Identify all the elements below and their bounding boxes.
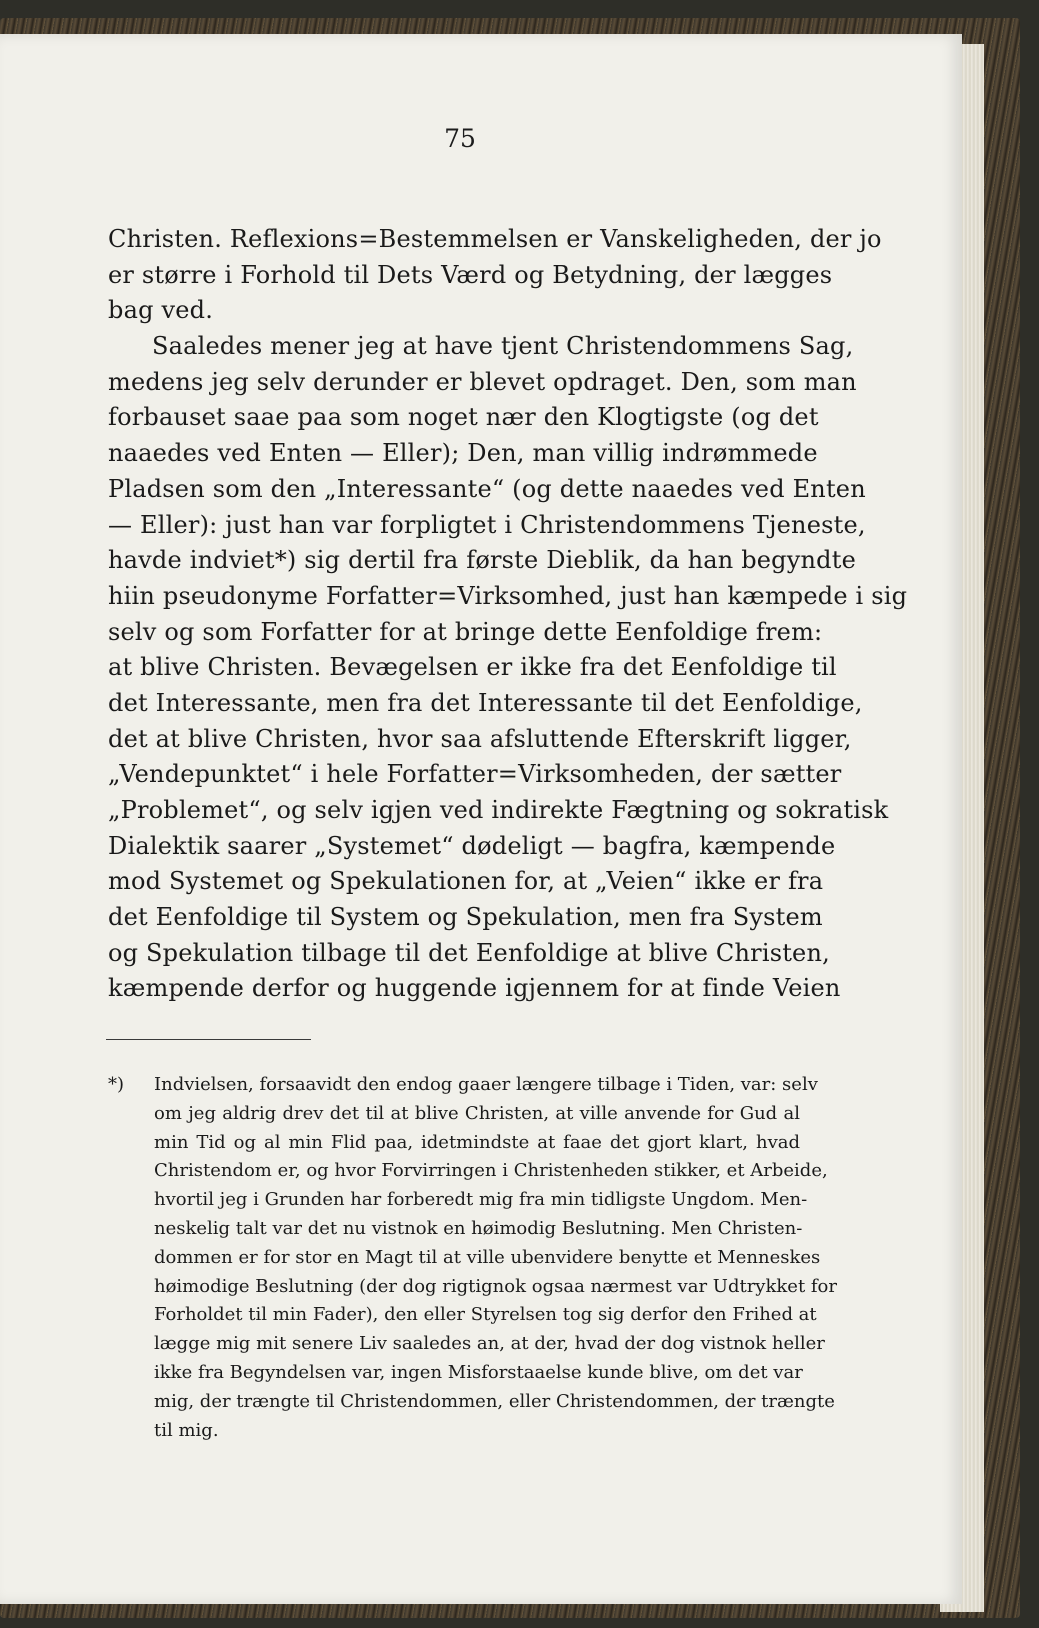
text-line: det Interessante, men fra det Interessante til det Eenfoldige,: [108, 688, 863, 717]
text-line: Christen. Reflexions=Bestemmelsen er Vanskeligheden, der jo: [108, 225, 882, 253]
text-line: „Problemet“, og selv igjen ved indirekte Fægtning og sokratisk: [108, 796, 889, 824]
text-line: selv og som Forfatter for at bringe dette Eenfoldige frem:: [108, 617, 823, 646]
footnote-line: høimodige Beslutning (der dog rigtignok ogsaa nærmest var Udtrykket for: [154, 1275, 837, 1297]
text-line: mod Systemet og Spekulationen for, at „Veien“ ikke er fra: [108, 867, 824, 896]
footnote: [108, 1071, 837, 1445]
footnote-line: mig, der trængte til Christendommen, eller Christendommen, der trængte: [154, 1390, 835, 1412]
text-line: kæmpende derfor og huggende igjennem for at finde Veien: [108, 974, 841, 1003]
book-page: [0, 34, 962, 1604]
text-line: naaedes ved Enten — Eller); Den, man villig indrømmede: [108, 439, 818, 468]
text-line: det at blive Christen, hvor saa afsluttende Efterskrift ligger,: [108, 724, 852, 753]
text-line: — Eller): just han var forpligtet i Christendommens Tjeneste,: [108, 510, 866, 539]
text-line: havde indviet*) sig dertil fra første Dieblik, da han begyndte: [108, 546, 856, 575]
text-line: Saaledes mener jeg at have tjent Christendommens Sag,: [152, 332, 854, 361]
text-line: „Vendepunktet“ i hele Forfatter=Virksomheden, der sætter: [108, 760, 842, 789]
footnote-line: neskelig talt var det nu vistnok en høimodig Beslutning. Men Christen-: [154, 1217, 803, 1239]
footnote-divider: [106, 1039, 311, 1040]
footnote-line: hvortil jeg i Grunden har forberedt mig fra min tidligste Ungdom. Men-: [154, 1189, 808, 1211]
footnote-line: til mig.: [154, 1419, 219, 1441]
text-line: forbauset saae paa som noget nær den Klogtigste (og det: [108, 403, 819, 432]
text-line: Pladsen som den „Interessante“ (og dette naaedes ved Enten: [108, 474, 866, 503]
text-line: er større i Forhold til Dets Værd og Betydning, der lægges: [108, 260, 833, 289]
footnote-line: dommen er for stor en Magt til at ville ubenvidere benytte et Menneskes: [154, 1246, 821, 1268]
main-text: [108, 222, 908, 1007]
footnote-line: min Tid og al min Flid paa, idetmindste at faae det gjort klart, hvad: [154, 1131, 800, 1153]
text-line: det Eenfoldige til System og Spekulation, men fra System: [108, 903, 823, 932]
footnote-line: om jeg aldrig drev det til at blive Christen, at ville anvende for Gud al: [154, 1102, 800, 1124]
text-line: medens jeg selv derunder er blevet opdraget. Den, som man: [108, 367, 857, 396]
text-line: hiin pseudonyme Forfatter=Virksomhed, just han kæmpede i sig: [108, 581, 908, 610]
footnote-line-first: [108, 1071, 818, 1100]
footnote-text: Indvielsen, forsaavidt den endog gaaer længere tilbage i Tiden, var: selv: [154, 1074, 818, 1095]
footnote-line: lægge mig mit senere Liv saaledes an, at der, hvad der dog vistnok heller: [154, 1333, 825, 1355]
text-line: Dialektik saarer „Systemet“ dødeligt — bagfra, kæmpende: [108, 831, 836, 860]
footnote-line: Christendom er, og hvor Forvirringen i Christenheden stikker, et Arbeide,: [154, 1160, 828, 1182]
page-number: 75: [444, 124, 476, 153]
text-line: og Spekulation tilbage til det Eenfoldige at blive Christen,: [108, 938, 830, 967]
footnote-line: Forholdet til min Fader), den eller Styrelsen tog sig derfor den Frihed at: [154, 1304, 817, 1326]
footnote-line: ikke fra Begyndelsen var, ingen Misforstaaelse kunde blive, om det var: [154, 1361, 803, 1383]
footnote-marker: *): [108, 1074, 125, 1095]
text-line: at blive Christen. Bevægelsen er ikke fra det Eenfoldige til: [108, 653, 837, 682]
text-line: bag ved.: [108, 296, 214, 325]
